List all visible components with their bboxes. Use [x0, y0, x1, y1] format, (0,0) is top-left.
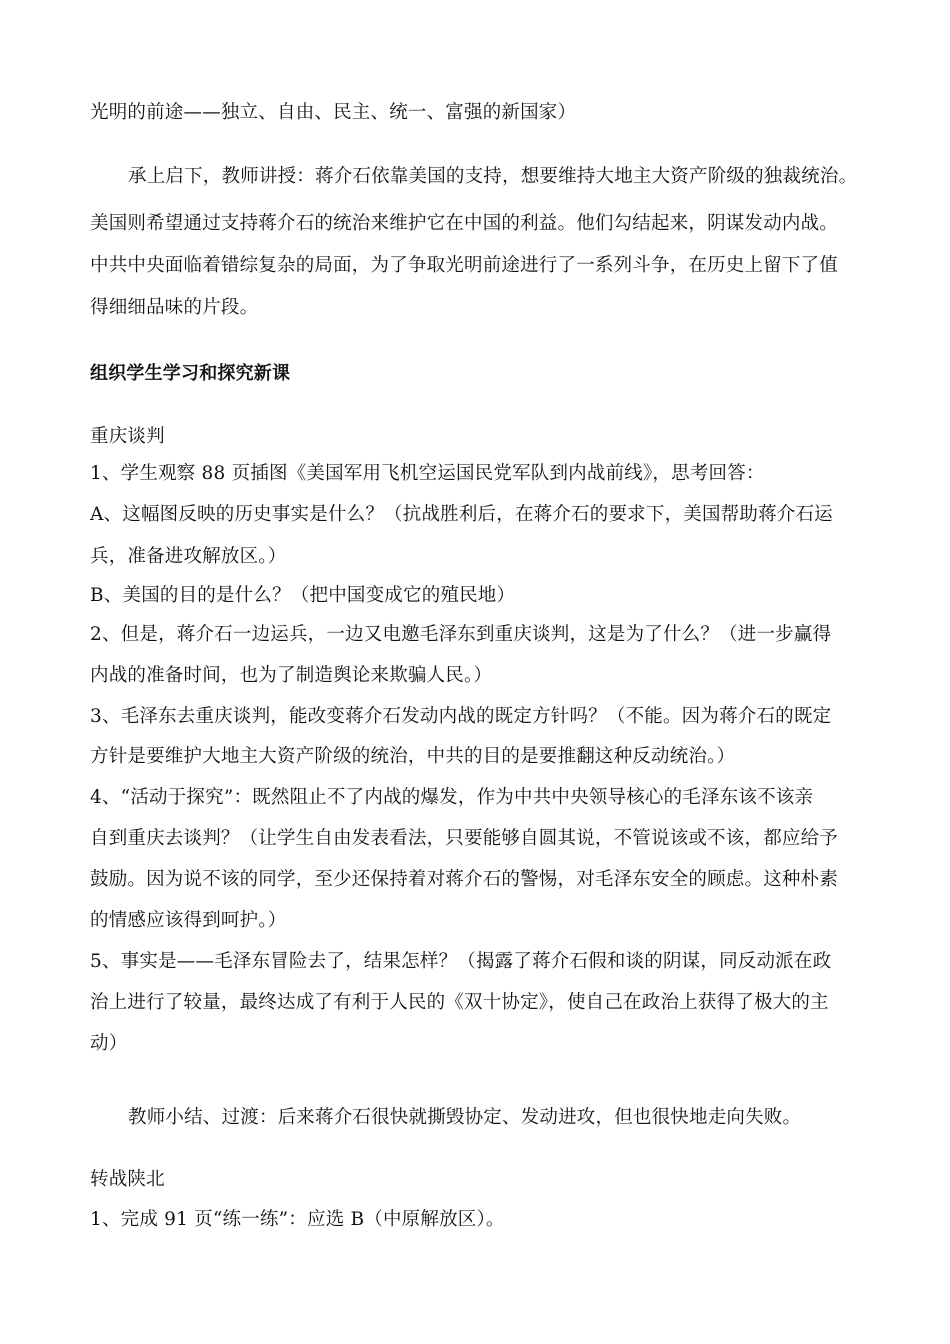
chongqing-line: 自到重庆去谈判？（让学生自由发表看法，只要能够自圆其说，不管说该或不该，都应给予: [90, 828, 839, 849]
chongqing-line: 内战的准备时间，也为了制造舆论来欺骗人民。）: [90, 665, 493, 686]
chongqing-line: 5、事实是——毛泽东冒险去了，结果怎样？（揭露了蒋介石假和谈的阴谋，同反动派在政: [90, 951, 832, 972]
chongqing-line: 的情感应该得到呵护。）: [90, 910, 287, 931]
transition-paragraph-line: 得细细品味的片段。: [90, 297, 259, 318]
chongqing-line: 3、毛泽东去重庆谈判，能改变蒋介石发动内战的既定方针吗？（不能。因为蒋介石的既定: [90, 706, 832, 727]
shaanbei-line: 1、完成 91 页“练一练”：应选 B（中原解放区）。: [90, 1209, 505, 1230]
subsection-title-chongqing: 重庆谈判: [90, 426, 165, 447]
subsection-title-shaanbei: 转战陕北: [90, 1169, 165, 1190]
section-heading: 组织学生学习和探究新课: [90, 363, 291, 384]
chongqing-line: 1、学生观察 88 页插图《美国军用飞机空运国民党军队到内战前线》，思考回答：: [90, 463, 765, 484]
transition-paragraph-line: 中共中央面临着错综复杂的局面，为了争取光明前途进行了一系列斗争，在历史上留下了值: [90, 255, 839, 276]
chongqing-line: 鼓励。因为说不该的同学，至少还保持着对蒋介石的警惕，对毛泽东安全的顾虑。这种朴素: [90, 869, 839, 890]
transition-paragraph-line: 承上启下，教师讲授：蒋介石依靠美国的支持，想要维持大地主大资产阶级的独裁统治。: [128, 166, 858, 187]
chongqing-line: 动）: [90, 1033, 128, 1054]
chongqing-line: A、这幅图反映的历史事实是什么？（抗战胜利后，在蒋介石的要求下，美国帮助蒋介石运: [90, 504, 833, 525]
intro-line: 光明的前途——独立、自由、民主、统一、富强的新国家）: [90, 102, 577, 123]
transition-paragraph-line: 美国则希望通过支持蒋介石的统治来维护它在中国的利益。他们勾结起来，阴谋发动内战。: [90, 213, 839, 234]
chongqing-line: B、美国的目的是什么？（把中国变成它的殖民地）: [90, 585, 516, 606]
chongqing-line: 方针是要维护大地主大资产阶级的统治，中共的目的是要推翻这种反动统治。）: [90, 746, 736, 767]
chongqing-line: 2、但是，蒋介石一边运兵，一边又电邀毛泽东到重庆谈判，这是为了什么？（进一步赢得: [90, 624, 832, 645]
chongqing-line: 治上进行了较量，最终达成了有利于人民的《双十协定》，使自己在政治上获得了极大的主: [90, 992, 829, 1013]
teacher-summary: 教师小结、过渡：后来蒋介石很快就撕毁协定、发动进攻，但也很快地走向失败。: [128, 1107, 802, 1128]
chongqing-line: 4、“活动于探究”：既然阻止不了内战的爆发，作为中共中央领导核心的毛泽东该不该亲: [90, 787, 814, 808]
chongqing-line: 兵，准备进攻解放区。）: [90, 546, 287, 567]
